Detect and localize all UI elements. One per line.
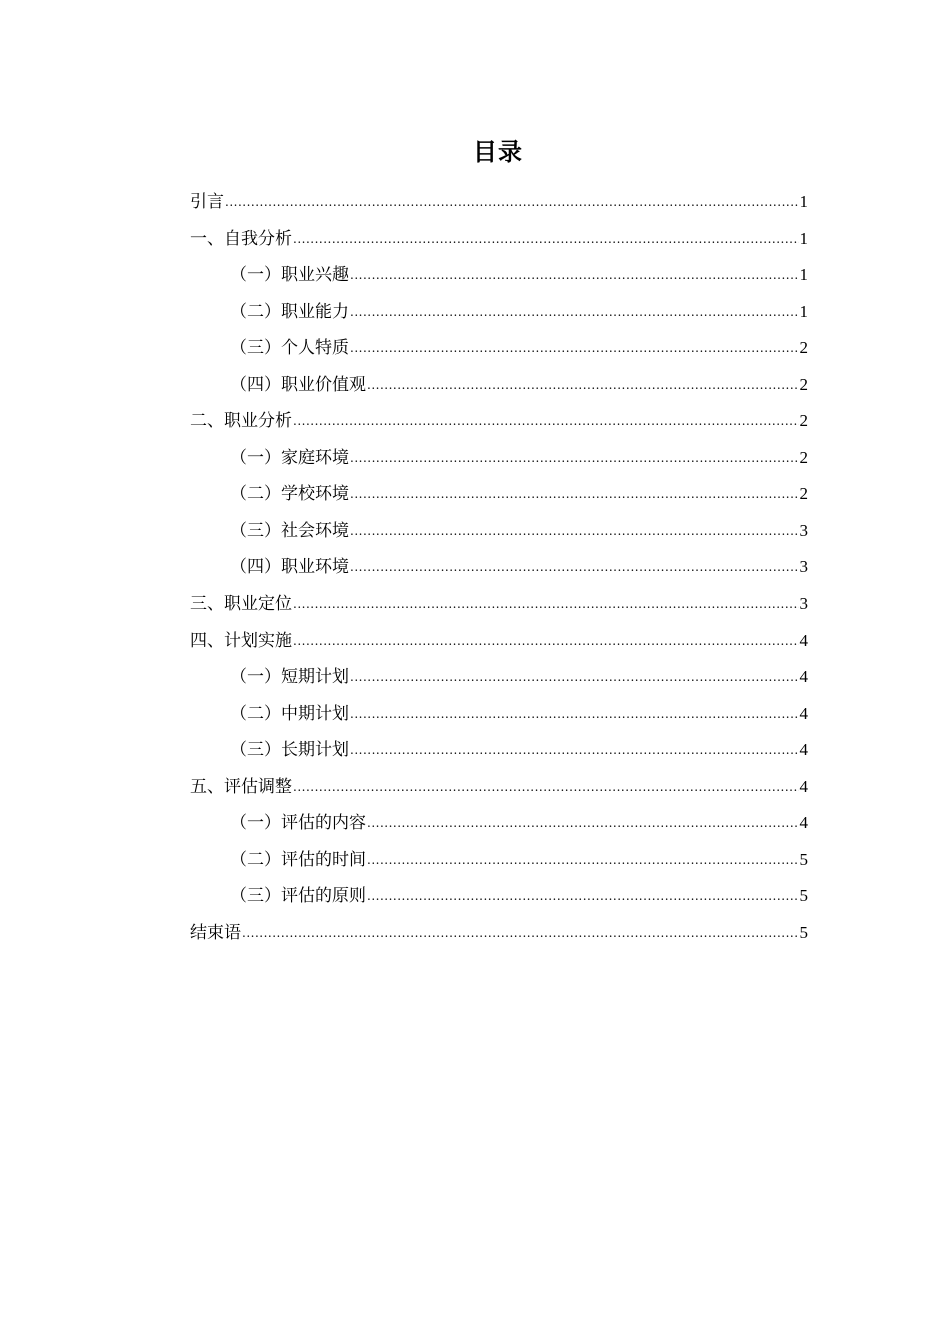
dot-leader: [293, 586, 799, 623]
toc-entry-page-number: 5: [799, 849, 808, 869]
toc-entry-label: （三）长期计划: [230, 740, 349, 761]
toc-entry[interactable]: [190, 623, 808, 660]
toc-entry[interactable]: [190, 659, 808, 696]
toc-entry[interactable]: [190, 732, 808, 769]
toc-entry-label: 结束语: [190, 922, 241, 943]
toc-entry-page-number: 4: [799, 776, 808, 796]
toc-entry-label: （四）职业环境: [230, 557, 349, 578]
toc-entry-page-number: 1: [799, 192, 808, 211]
toc-entry[interactable]: [190, 549, 808, 586]
dot-leader: [293, 221, 799, 258]
toc-entry-label: （四）职业价值观: [230, 374, 366, 395]
toc-entry-label: （一）家庭环境: [230, 447, 349, 468]
toc-entry-page-number: 3: [799, 557, 808, 577]
toc-entry-label: （二）学校环境: [230, 484, 349, 505]
toc-entry[interactable]: [190, 330, 808, 367]
dot-leader: [225, 184, 799, 221]
toc-entry-page-number: 4: [799, 703, 808, 723]
toc-entry[interactable]: [190, 367, 808, 404]
toc-entry-label: （一）短期计划: [230, 667, 349, 688]
dot-leader: [242, 915, 799, 952]
toc-entry-page-number: 2: [799, 484, 808, 504]
toc-entry-label: 二、职业分析: [190, 411, 292, 432]
toc-entry-label: （一）评估的内容: [230, 813, 366, 834]
dot-leader: [350, 257, 799, 294]
toc-entry-label: 四、计划实施: [190, 630, 292, 651]
dot-leader: [367, 805, 799, 842]
toc-entry-page-number: 1: [799, 301, 808, 321]
toc-entry[interactable]: [190, 586, 808, 623]
dot-leader: [350, 440, 799, 477]
toc-entry[interactable]: [190, 184, 808, 221]
toc-entry[interactable]: [190, 257, 808, 294]
dot-leader: [350, 732, 799, 769]
toc-entry-page-number: 3: [799, 520, 808, 540]
dot-leader: [293, 623, 799, 660]
toc-entry-label: （二）职业能力: [230, 301, 349, 322]
toc-entry-label: （三）社会环境: [230, 520, 349, 541]
toc-entry-page-number: 2: [799, 447, 808, 467]
toc-title: 目录: [473, 138, 523, 166]
dot-leader: [367, 367, 799, 404]
toc-entry-page-number: 1: [799, 265, 808, 285]
dot-leader: [350, 549, 799, 586]
toc-entry[interactable]: [190, 769, 808, 806]
dot-leader: [350, 696, 799, 733]
toc-entry-label: （二）评估的时间: [230, 849, 366, 870]
toc-entry-page-number: 5: [799, 886, 808, 906]
toc-entry-page-number: 5: [799, 922, 808, 942]
dot-leader: [293, 403, 799, 440]
toc-entry-page-number: 1: [799, 228, 808, 248]
toc-entry-page-number: 3: [799, 594, 808, 614]
toc-entry-page-number: 2: [799, 374, 808, 394]
toc-entry[interactable]: [190, 476, 808, 513]
toc-entry[interactable]: [190, 403, 808, 440]
toc-entry-label: （三）评估的原则: [230, 886, 366, 907]
toc-entry-page-number: 4: [799, 813, 808, 833]
dot-leader: [350, 294, 799, 331]
toc-entry[interactable]: [190, 878, 808, 915]
toc-entry-page-number: 4: [799, 740, 808, 760]
toc-list: [190, 184, 808, 951]
toc-entry-label: （二）中期计划: [230, 703, 349, 724]
toc-entry-page-number: 4: [799, 667, 808, 687]
toc-entry[interactable]: [190, 513, 808, 550]
toc-entry-label: 一、自我分析: [190, 228, 292, 249]
toc-entry-label: 五、评估调整: [190, 776, 292, 797]
toc-entry[interactable]: [190, 915, 808, 952]
dot-leader: [350, 330, 799, 367]
dot-leader: [367, 878, 799, 915]
toc-entry[interactable]: [190, 842, 808, 879]
toc-entry-label: 三、职业定位: [190, 594, 292, 615]
toc-entry-label: （三）个人特质: [230, 338, 349, 359]
dot-leader: [350, 476, 799, 513]
dot-leader: [350, 659, 799, 696]
dot-leader: [367, 842, 799, 879]
toc-entry[interactable]: [190, 696, 808, 733]
toc-entry-label: 引言: [190, 192, 224, 212]
dot-leader: [350, 513, 799, 550]
toc-entry[interactable]: [190, 221, 808, 258]
toc-entry[interactable]: [190, 805, 808, 842]
toc-entry-page-number: 2: [799, 338, 808, 358]
toc-entry-page-number: 2: [799, 411, 808, 431]
toc-entry[interactable]: [190, 294, 808, 331]
toc-entry[interactable]: [190, 440, 808, 477]
toc-entry-page-number: 4: [799, 630, 808, 650]
toc-entry-label: （一）职业兴趣: [230, 265, 349, 286]
dot-leader: [293, 769, 799, 806]
